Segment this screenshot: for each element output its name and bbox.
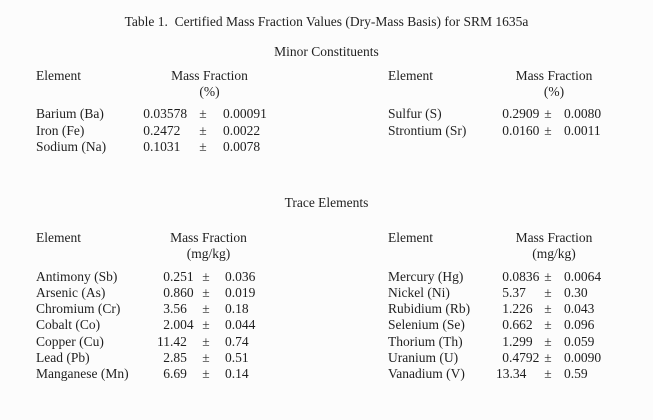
uncertainty-value: 0.0022 [223, 122, 261, 138]
column-header-element: Element [36, 229, 81, 245]
uncertainty-value: 0.096 [564, 317, 595, 333]
mass-fraction-value: 2.004 [163, 317, 194, 333]
minor-constituents-right-table [388, 68, 626, 156]
plus-minus-symbol: ± [202, 317, 210, 333]
element-name: Sodium (Na) [36, 139, 107, 154]
uncertainty-value: 0.0064 [564, 268, 602, 284]
uncertainty-value: 0.0078 [223, 139, 261, 154]
plus-minus-symbol: ± [202, 301, 210, 317]
column-header-element: Element [388, 229, 433, 245]
plus-minus-symbol: ± [544, 268, 552, 284]
plus-minus-symbol: ± [544, 301, 552, 317]
mass-fraction-value: 0.662 [502, 317, 533, 333]
mass-fraction-value: 5.37 [502, 284, 526, 300]
uncertainty-value: 0.0080 [564, 106, 602, 121]
mass-fraction-value: 11.42 [157, 333, 187, 349]
uncertainty-value: 0.51 [225, 349, 249, 365]
column-header-element: Element [36, 68, 81, 83]
mass-fraction-value: 0.2909 [502, 106, 540, 121]
plus-minus-symbol: ± [544, 106, 552, 121]
element-name: Manganese (Mn) [36, 366, 129, 382]
trace-elements-right-table [388, 230, 626, 383]
element-name: Strontium (Sr) [388, 122, 467, 138]
plus-minus-symbol: ± [544, 349, 552, 365]
minor-constituents-left-table [36, 68, 282, 156]
mass-fraction-value: 1.226 [502, 301, 533, 317]
plus-minus-symbol: ± [544, 366, 552, 382]
mass-fraction-value: 13.34 [496, 366, 527, 382]
element-name: Cobalt (Co) [36, 317, 101, 333]
uncertainty-value: 0.14 [225, 366, 249, 382]
mass-fraction-value: 0.1031 [143, 139, 181, 154]
element-name: Arsenic (As) [36, 284, 106, 300]
uncertainty-value: 0.059 [564, 333, 595, 349]
minor-constituents-heading: Minor Constituents [274, 44, 379, 59]
mass-fraction-value: 0.0836 [502, 268, 540, 284]
uncertainty-value: 0.59 [564, 366, 588, 382]
mass-fraction-value: 0.860 [163, 284, 194, 300]
column-header-mass-fraction: Mass Fraction [515, 68, 593, 83]
uncertainty-value: 0.0011 [564, 122, 601, 138]
column-header-element: Element [388, 68, 433, 83]
uncertainty-value: 0.00091 [223, 106, 267, 121]
plus-minus-symbol: ± [202, 366, 210, 382]
mass-fraction-value: 6.69 [163, 366, 187, 382]
column-header-mass-fraction: Mass Fraction [171, 68, 248, 83]
element-name: Sulfur (S) [388, 106, 442, 121]
column-header-unit: (mg/kg) [186, 245, 231, 261]
uncertainty-value: 0.30 [564, 284, 588, 300]
element-name: Iron (Fe) [36, 122, 85, 138]
trace-elements-heading: Trace Elements [284, 194, 369, 210]
plus-minus-symbol: ± [544, 317, 552, 333]
element-name: Barium (Ba) [36, 106, 104, 121]
certificate-table-page [0, 14, 653, 420]
element-name: Selenium (Se) [388, 317, 465, 333]
plus-minus-symbol: ± [202, 284, 210, 300]
column-header-mass-fraction: Mass Fraction [515, 229, 593, 245]
column-header-unit: (mg/kg) [532, 245, 576, 261]
element-name: Rubidium (Rb) [388, 301, 471, 317]
mass-fraction-value: 3.56 [163, 301, 187, 317]
mass-fraction-value: 1.299 [502, 333, 533, 349]
header-spacer [36, 262, 282, 269]
element-name: Antimony (Sb) [36, 268, 118, 284]
mass-fraction-value: 2.85 [163, 349, 187, 365]
minor-constituents-section [0, 68, 653, 156]
trace-elements-section [0, 230, 653, 383]
plus-minus-symbol: ± [202, 268, 210, 284]
uncertainty-value: 0.74 [225, 333, 249, 349]
element-name: Chromium (Cr) [36, 301, 121, 317]
plus-minus-symbol: ± [202, 333, 210, 349]
mass-fraction-value: 0.03578 [143, 106, 188, 121]
element-name: Vanadium (V) [388, 366, 465, 382]
uncertainty-value: 0.019 [225, 284, 256, 300]
table-title: Table 1. Certified Mass Fraction Values (Dry-Mass Basis) for SRM 1635a [124, 14, 529, 29]
plus-minus-symbol: ± [199, 106, 207, 121]
plus-minus-symbol: ± [199, 122, 207, 138]
column-header-mass-fraction: Mass Fraction [170, 229, 247, 245]
element-name: Mercury (Hg) [388, 268, 464, 284]
uncertainty-value: 0.044 [225, 317, 256, 333]
plus-minus-symbol: ± [544, 333, 552, 349]
element-name: Copper (Cu) [36, 333, 104, 349]
element-name: Uranium (U) [388, 349, 459, 365]
column-header-unit: (%) [199, 84, 220, 99]
plus-minus-symbol: ± [202, 349, 210, 365]
trace-elements-left-table [36, 230, 282, 383]
uncertainty-value: 0.036 [225, 268, 256, 284]
element-name: Lead (Pb) [36, 349, 90, 365]
mass-fraction-value: 0.4792 [502, 349, 540, 365]
plus-minus-symbol: ± [544, 284, 552, 300]
mass-fraction-value: 0.0160 [502, 122, 540, 138]
uncertainty-value: 0.0090 [564, 349, 602, 365]
mass-fraction-value: 0.2472 [143, 122, 181, 138]
uncertainty-value: 0.18 [225, 301, 249, 317]
header-spacer [388, 262, 626, 269]
uncertainty-value: 0.043 [564, 301, 595, 317]
plus-minus-symbol: ± [199, 139, 207, 154]
column-header-unit: (%) [543, 84, 565, 99]
element-name: Nickel (Ni) [388, 284, 450, 300]
plus-minus-symbol: ± [544, 122, 552, 138]
element-name: Thorium (Th) [388, 333, 463, 349]
mass-fraction-value: 0.251 [163, 268, 194, 284]
